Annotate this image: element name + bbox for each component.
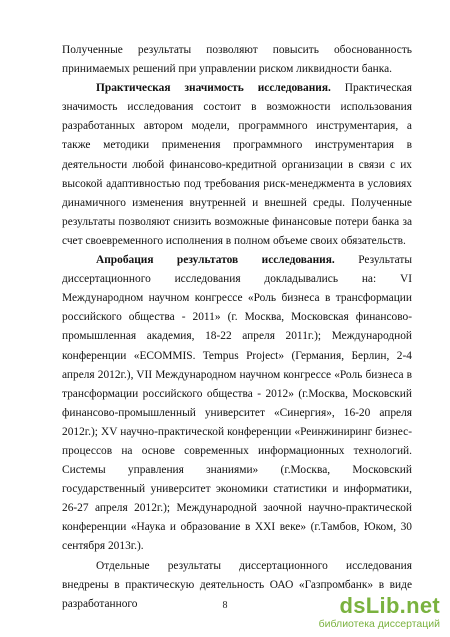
paragraph-results [62, 41, 412, 79]
paragraph-text: Практическая значимость исследования состоит в возможности использования разработанных автором модели, программного инструментария, а также методики применения программного инструментария в деятельности любой финансово-кредитной организации в связи с их высокой адаптивностью под требования риск-менеджмента в условиях динамичного изменения внутренней и внешней среды. Полученные результаты позволяют снизить возможные финансовые потери банка за счет своевременного исполнения в полном объеме своих обязательств. [62, 82, 412, 247]
section-heading-practical: Практическая значимость исследования. [96, 82, 331, 95]
watermark-subtitle: библиотека диссертаций [318, 618, 440, 630]
paragraph-approbation [62, 251, 412, 557]
paragraph-text: Полученные результаты позволяют повысить обоснованность принимаемых решений при управлении риском ликвидности банка. [62, 44, 412, 76]
paragraph-practical-significance [62, 79, 412, 251]
page-number: 8 [222, 600, 228, 611]
paragraph-text: Результаты диссертационного исследования докладывались на: VI Международном научном конгрессе «Роль бизнеса в трансформации российского общества - 2011» (г. Москва, Московская финансово-промышленная академия, 18-22 апреля 2011г.); Международной конференции «ECOMMIS. Tempus Project» (Германия, Берлин, 2-4 апреля 2012г.), VII Международном научном конгрессе «Роль бизнеса в трансформации российского общества - 2012» (г.Москва, Московский финансово-промышленный университет «Синергия», 16-20 апреля 2012г.); XV научно-практической конференции «Реинжиниринг бизнес-процессов на основе современных информационных технологий. Системы управления знаниями» (г.Москва, Московский государственный университет экономики статистики и информатики, 26-27 апреля 2012г.); Международной заочной научно-практической конференции «Наука и образование в XXI веке» (г.Тамбов, Юком, 30 сентября 2013г.). [62, 254, 412, 553]
paragraph-text: Отдельные результаты диссертационного исследования внедрены в практическую деятельность ОАО «Газпромбанк» в виде разработанного [62, 559, 412, 610]
watermark-logo: dsLib.net [339, 593, 440, 618]
watermark [300, 593, 440, 633]
body-text [62, 41, 412, 614]
section-heading-approbation: Апробация результатов исследования. [96, 254, 335, 267]
